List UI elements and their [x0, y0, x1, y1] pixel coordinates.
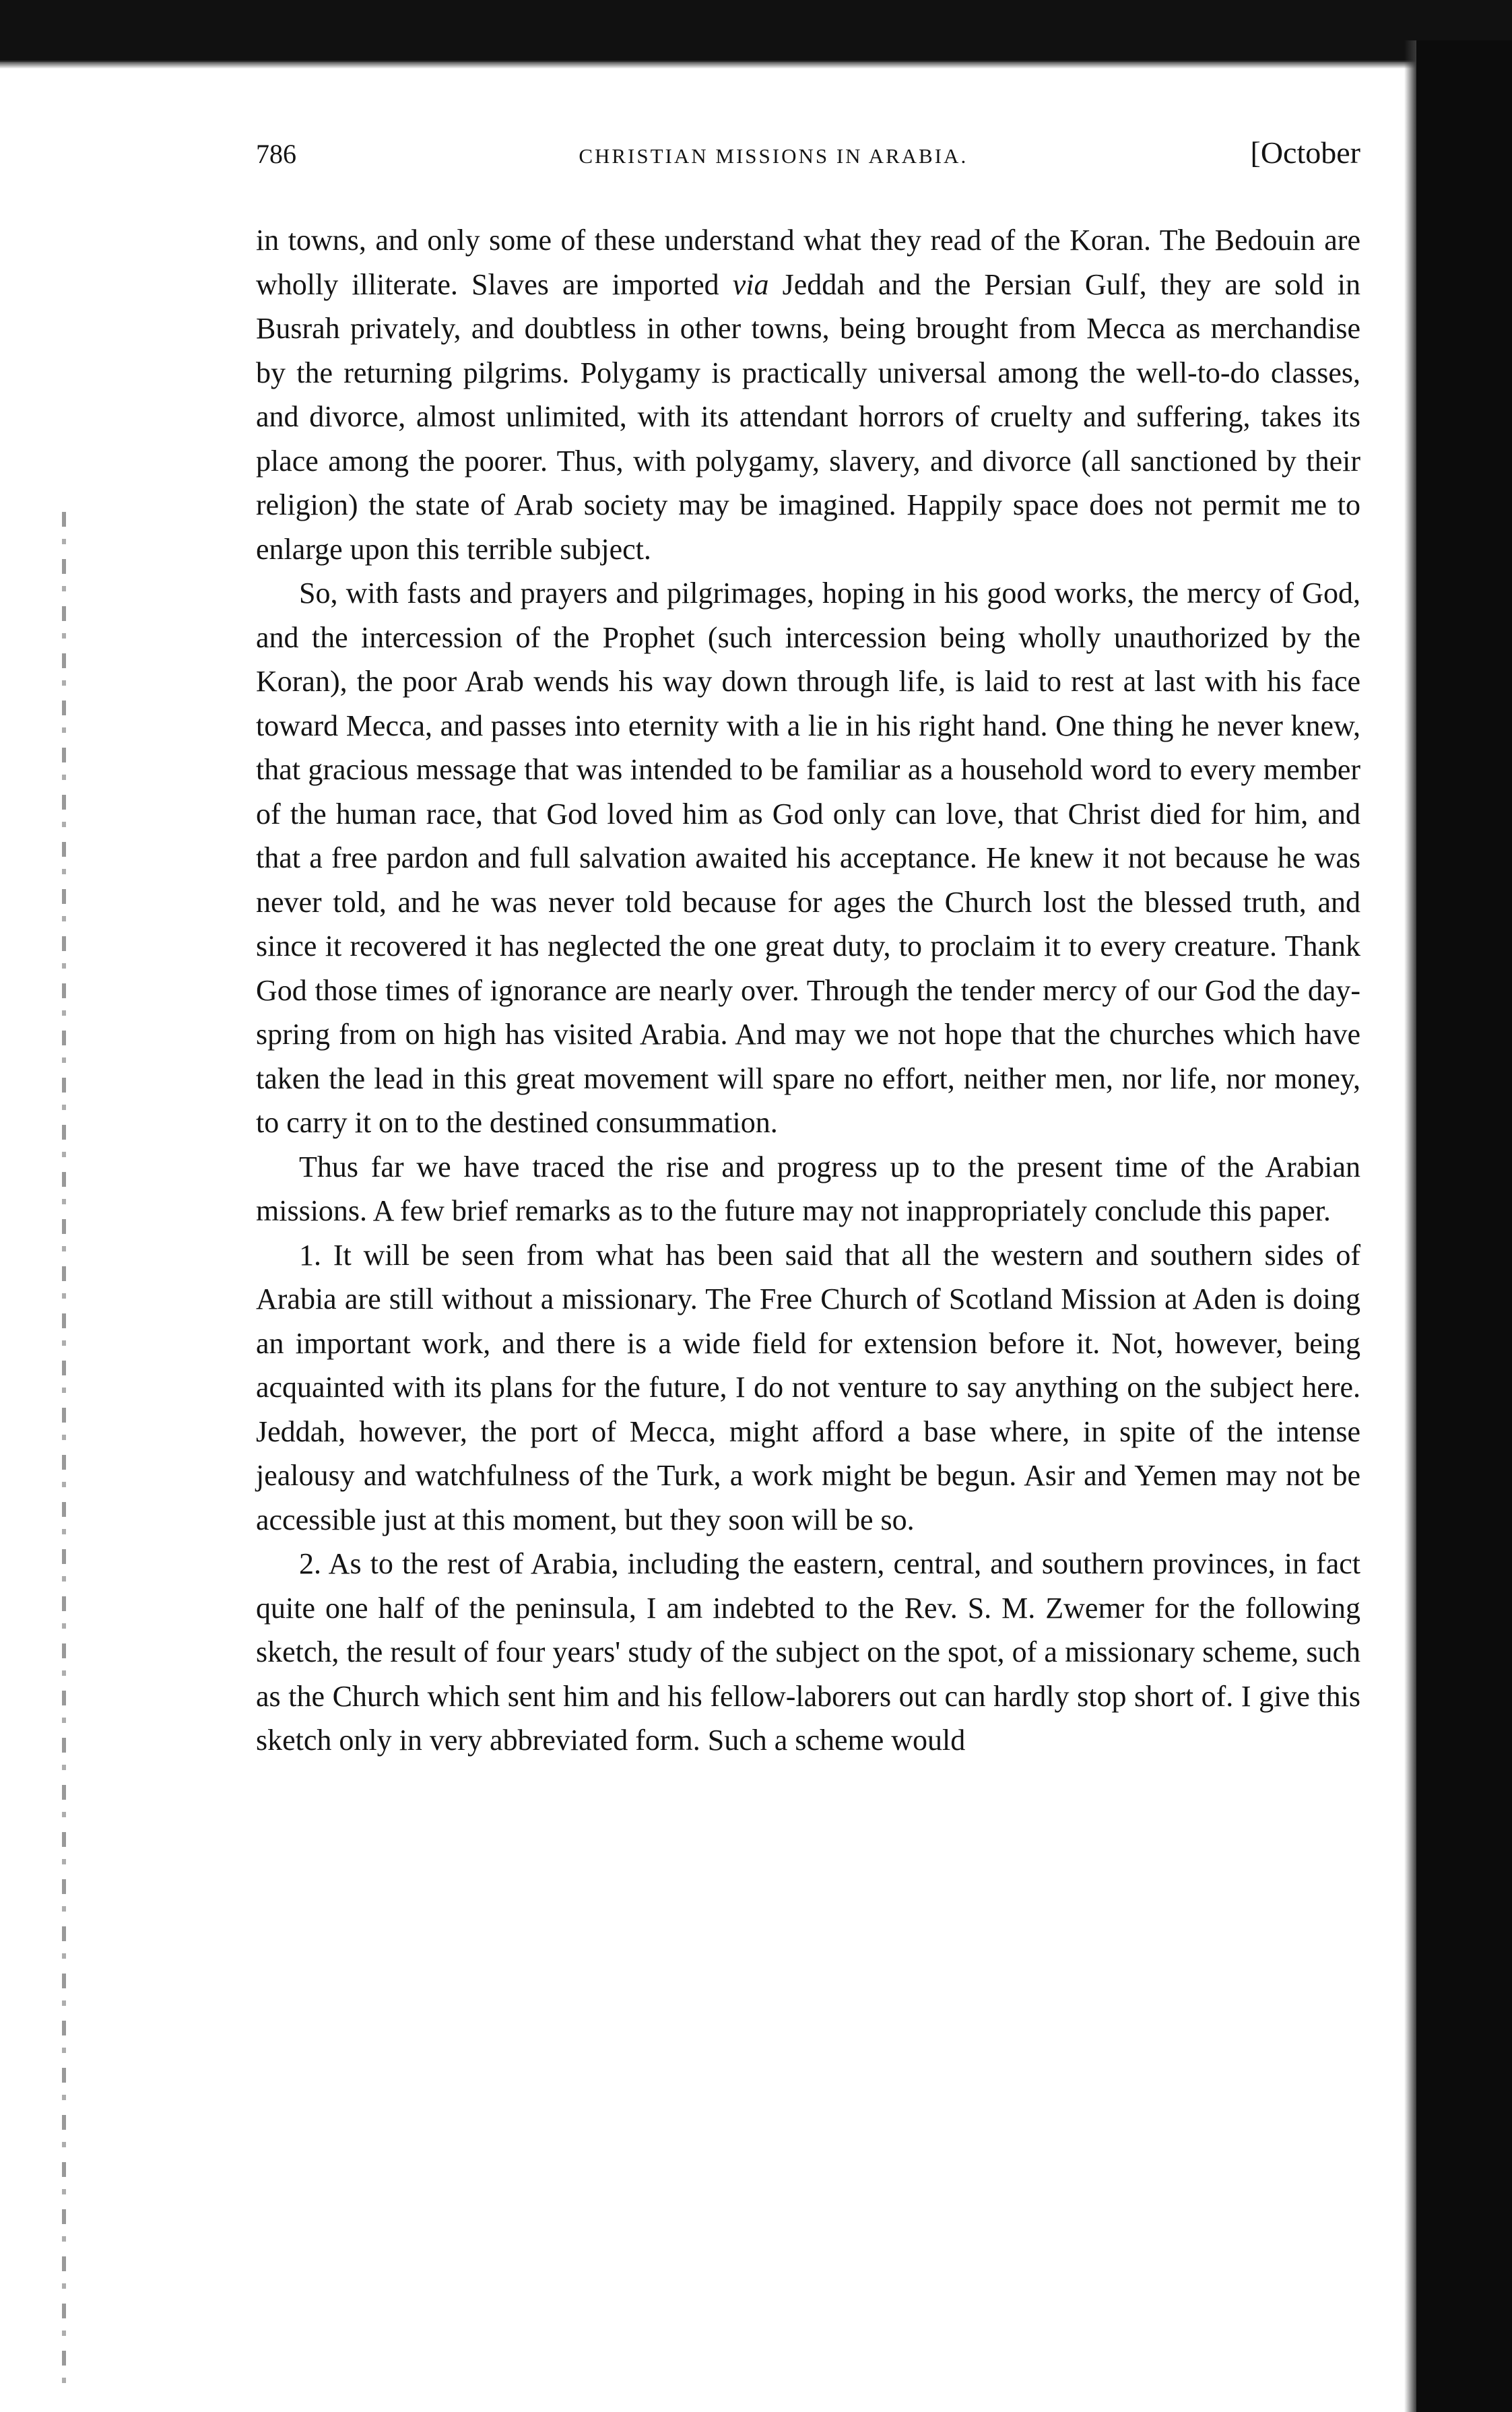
paragraph-2: So, with fasts and prayers and pilgrimages, hoping in his good works, the mercy of God, and the intercession of the Prophet (such intercession being wholly unauthorized by the Koran), the poor Arab wends his way down through life, is laid to rest at last with his face toward Mecca, and passes into eternity with a lie in his right hand. One thing he never knew, that gracious message that was intended to be familiar as a household word to every member of the human race, that God loved him as God only can love, that Christ died for him, and that a free pardon and full salvation awaited his acceptance. He knew it not because he was never told, and he was never told because for ages the Church lost the blessed truth, and since it recovered it has neglected the one great duty, to proclaim it to every creature. Thank God those times of ignorance are nearly over. Through the tender mercy of our God the day-spring from on high has visited Arabia. And may we not hope that the churches which have taken the lead in this great movement will spare no effort, neither men, nor life, nor money, to carry it on to the destined consummation.	[256, 577, 1360, 1139]
paragraph-5: 2. As to the rest of Arabia, including the eastern, central, and southern provinces, in fact quite one half of the peninsula, I am indebted to the Rev. S. M. Zwemer for the following sketch, the result of four years' study of the subject on the spot, of a missionary scheme, such as the Church which sent him and his fellow-laborers out can hardly stop short of. I give this sketch only in very abbreviated form. Such a scheme would	[256, 1547, 1360, 1757]
book-page	[256, 135, 1360, 1763]
scan-border-top	[0, 0, 1512, 62]
running-header	[256, 135, 1360, 189]
running-month: [October	[1250, 135, 1360, 170]
paragraph-1-italic: via	[732, 267, 769, 301]
page-number: 786	[256, 139, 296, 169]
body-text	[256, 218, 1360, 1763]
scan-gutter-marks	[62, 512, 66, 2384]
paragraph-4: 1. It will be seen from what has been said that all the western and southern sides of Arabia are still without a missionary. The Free Church of Scotland Mission at Aden is doing an important work, and there is a wide field for extension before it. Not, however, being acquainted with its plans for the future, I do not venture to say anything on the subject here. Jeddah, however, the port of Mecca, might afford a base where, in spite of the intense jealousy and watchfulness of the Turk, a work might be begun. Asir and Yemen may not be accessible just at this moment, but they soon will be so.	[256, 1238, 1360, 1536]
paragraph-1-text-a: in towns, and only some of these understand what they read of the Koran. The Bedouin are wholly illiterate. Slaves are imported	[256, 224, 1360, 301]
paragraph-1	[256, 218, 1360, 571]
paragraph-3: Thus far we have traced the rise and progress up to the present time of the Arabian missions. A few brief remarks as to the future may not inappropriately conclude this paper.	[256, 1150, 1360, 1227]
scan-border-right	[1416, 40, 1512, 2412]
paragraph-1-text-b: Jeddah and the Persian Gulf, they are sold in Busrah privately, and doubtless in other towns, being brought from Mecca as merchandise by the returning pilgrims. Polygamy is practically universal among the well-to-do classes, and divorce, almost unlimited, with its attendant horrors of cruelty and suffering, takes its place among the poorer. Thus, with polygamy, slavery, and divorce (all sanctioned by their religion) the state of Arab society may be imagined. Happily space does not permit me to enlarge upon this terrible subject.	[256, 267, 1360, 566]
running-title: CHRISTIAN MISSIONS IN ARABIA.	[579, 144, 968, 168]
